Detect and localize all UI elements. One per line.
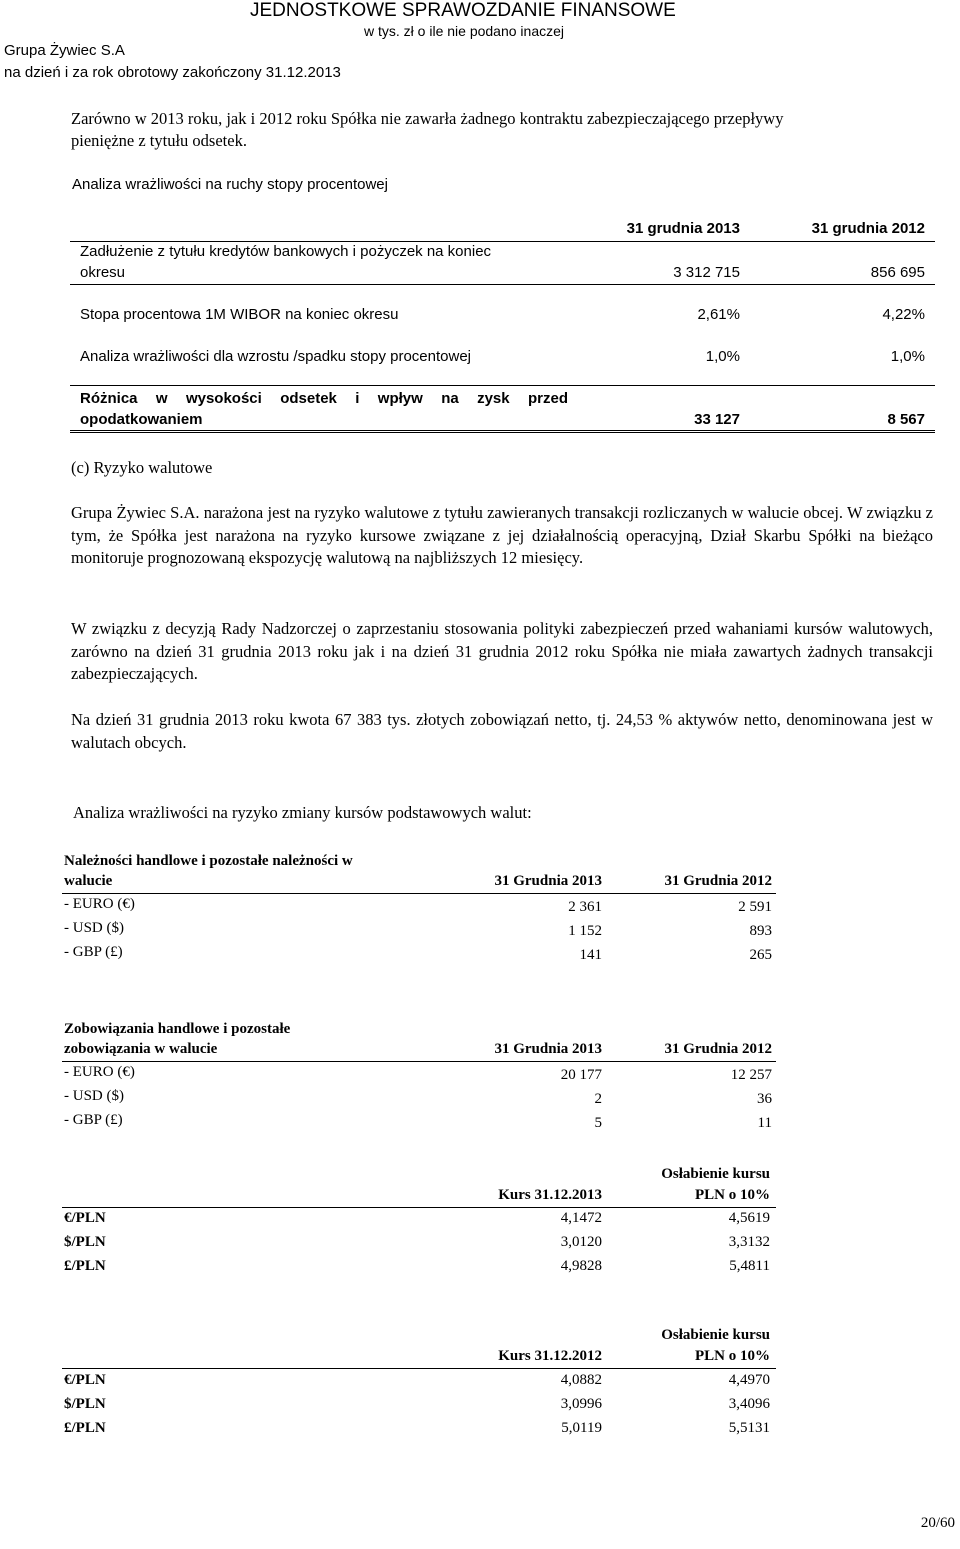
row-sensitivity-2012: 1,0%: [890, 348, 925, 365]
table-rule: [70, 284, 935, 285]
receivables-col-2013: 31 Grudnia 2013: [494, 873, 602, 889]
receivables-row-2013: 2 361: [568, 899, 602, 915]
rates2012-row-weak: 4,4970: [728, 1372, 770, 1388]
rates2013-row-weak: 5,4811: [729, 1258, 770, 1274]
row-interest-label-1: Różnica w wysokości odsetek i wpływ na zysk przed: [80, 390, 568, 407]
sensitivity-title: Analiza wrażliwości na ruchy stopy procentowej: [72, 176, 388, 193]
rates2012-col-rate: Kurs 31.12.2012: [498, 1348, 602, 1364]
report-title: JEDNOSTKOWE SPRAWOZDANIE FINANSOWE: [250, 0, 676, 21]
rates2013-row-label: £/PLN: [64, 1258, 106, 1274]
rates2013-row-weak: 4,5619: [728, 1210, 770, 1226]
liabilities-row-2012: 11: [757, 1115, 772, 1131]
row-debt-2013: 3 312 715: [673, 264, 740, 281]
fx-analysis-title: Analiza wrażliwości na ryzyko zmiany kursów podstawowych walut:: [73, 803, 532, 822]
rates2012-row-label: $/PLN: [64, 1396, 106, 1412]
table-rule: [62, 1061, 776, 1062]
reporting-period: na dzień i za rok obrotowy zakończony 31.12.2013: [4, 64, 341, 81]
receivables-col-2012: 31 Grudnia 2012: [664, 873, 772, 889]
receivables-row-2012: 265: [749, 947, 772, 963]
currency-risk-para-2: W związku z decyzją Rady Nadzorczej o zaprzestaniu stosowania polityki zabezpieczeń przed wahaniami kursów walutowych, zarówno na dzień 31 grudnia 2013 roku jak i na dzień 31 grudnia 2012 roku Spółka nie miała zawartych żadnych transakcji zabezpieczających.: [71, 619, 933, 683]
table-rule: [70, 432, 935, 433]
liabilities-col-2013: 31 Grudnia 2013: [494, 1041, 602, 1057]
row-interest-2012: 8 567: [887, 411, 925, 428]
liabilities-row-label: - USD ($): [64, 1088, 124, 1104]
receivables-row-2012: 893: [749, 923, 772, 939]
col-header-2013: 31 grudnia 2013: [626, 220, 740, 237]
units-note: w tys. zł o ile nie podano inaczej: [364, 23, 564, 39]
rates2013-row-weak: 3,3132: [728, 1234, 770, 1250]
intro-line-2: pieniężne z tytułu odsetek.: [71, 131, 247, 150]
liabilities-row-label: - GBP (£): [64, 1112, 123, 1128]
currency-risk-heading: (c) Ryzyko walutowe: [71, 458, 213, 477]
row-debt-label-2: okresu: [80, 264, 126, 281]
liabilities-row-2013: 2: [594, 1091, 602, 1107]
liabilities-row-label: - EURO (€): [64, 1064, 135, 1080]
rates2013-row-label: €/PLN: [64, 1210, 106, 1226]
rates2012-row-rate: 4,0882: [560, 1372, 602, 1388]
rates2013-col-rate: Kurs 31.12.2013: [498, 1187, 602, 1203]
rates2013-row-rate: 4,1472: [560, 1210, 602, 1226]
liabilities-title-1: Zobowiązania handlowe i pozostałe: [64, 1021, 291, 1037]
receivables-row-2013: 141: [579, 947, 602, 963]
row-debt-2012: 856 695: [870, 264, 925, 281]
rates2012-row-weak: 5,5131: [728, 1420, 770, 1436]
rates2013-col-weak-1: Osłabienie kursu: [661, 1166, 770, 1182]
liabilities-row-2013: 5: [594, 1115, 602, 1131]
receivables-title-2: walucie: [64, 873, 113, 889]
rates2013-row-rate: 4,9828: [560, 1258, 602, 1274]
table-rule: [70, 385, 935, 386]
row-wibor-label: Stopa procentowa 1M WIBOR na koniec okresu: [80, 306, 399, 323]
rates2012-row-label: £/PLN: [64, 1420, 106, 1436]
rates2012-row-label: €/PLN: [64, 1372, 106, 1388]
receivables-row-2012: 2 591: [738, 899, 772, 915]
row-wibor-2013: 2,61%: [697, 306, 740, 323]
receivables-title-1: Należności handlowe i pozostałe należności w: [64, 853, 353, 869]
rates2012-col-weak-1: Osłabienie kursu: [661, 1327, 770, 1343]
row-interest-2013: 33 127: [694, 411, 740, 428]
row-sensitivity-2013: 1,0%: [705, 348, 740, 365]
rates2013-row-label: $/PLN: [64, 1234, 106, 1250]
table-rule: [70, 430, 935, 431]
liabilities-col-2012: 31 Grudnia 2012: [664, 1041, 772, 1057]
liabilities-title-2: zobowiązania w walucie: [64, 1041, 218, 1057]
table-rule: [70, 241, 935, 242]
table-rule: [62, 893, 776, 894]
receivables-row-label: - EURO (€): [64, 896, 135, 912]
rates2012-col-weak-2: PLN o 10%: [695, 1348, 770, 1364]
receivables-row-label: - USD ($): [64, 920, 124, 936]
row-wibor-2012: 4,22%: [882, 306, 925, 323]
company-name: Grupa Żywiec S.A: [4, 42, 125, 59]
currency-risk-para-3: Na dzień 31 grudnia 2013 roku kwota 67 383 tys. złotych zobowiązań netto, tj. 24,53 % aktywów netto, denominowana jest w walutach obcych.: [71, 710, 933, 752]
receivables-row-label: - GBP (£): [64, 944, 123, 960]
intro-line-1: Zarówno w 2013 roku, jak i 2012 roku Spółka nie zawarła żadnego kontraktu zabezpieczającego przepływy: [71, 109, 784, 128]
liabilities-row-2012: 36: [757, 1091, 772, 1107]
row-interest-label-2: opodatkowaniem: [80, 411, 203, 428]
table-rule: [62, 1368, 776, 1369]
rates2013-col-weak-2: PLN o 10%: [695, 1187, 770, 1203]
col-header-2012: 31 grudnia 2012: [811, 220, 925, 237]
rates2012-row-rate: 3,0996: [560, 1396, 602, 1412]
currency-risk-para-1: Grupa Żywiec S.A. narażona jest na ryzyko walutowe z tytułu zawieranych transakcji rozliczanych w walucie obcej. W związku z tym, że Spółka jest narażona na ryzyko kursowe związane z jej działalnością operacyjną, Dział Skarbu Spółki na bieżąco monitoruje prognozowaną ekspozycję walutową na najbliższych 12 miesięcy.: [71, 503, 933, 567]
liabilities-row-2013: 20 177: [560, 1067, 602, 1083]
receivables-row-2013: 1 152: [568, 923, 602, 939]
row-debt-label-1: Zadłużenie z tytułu kredytów bankowych i pożyczek na koniec: [80, 243, 492, 260]
liabilities-row-2012: 12 257: [730, 1067, 772, 1083]
row-sensitivity-label: Analiza wrażliwości dla wzrostu /spadku stopy procentowej: [80, 348, 472, 365]
table-rule: [62, 1207, 776, 1208]
rates2013-row-rate: 3,0120: [560, 1234, 602, 1250]
page-number: 20/60: [920, 1515, 955, 1531]
rates2012-row-rate: 5,0119: [561, 1420, 602, 1436]
rates2012-row-weak: 3,4096: [728, 1396, 770, 1412]
